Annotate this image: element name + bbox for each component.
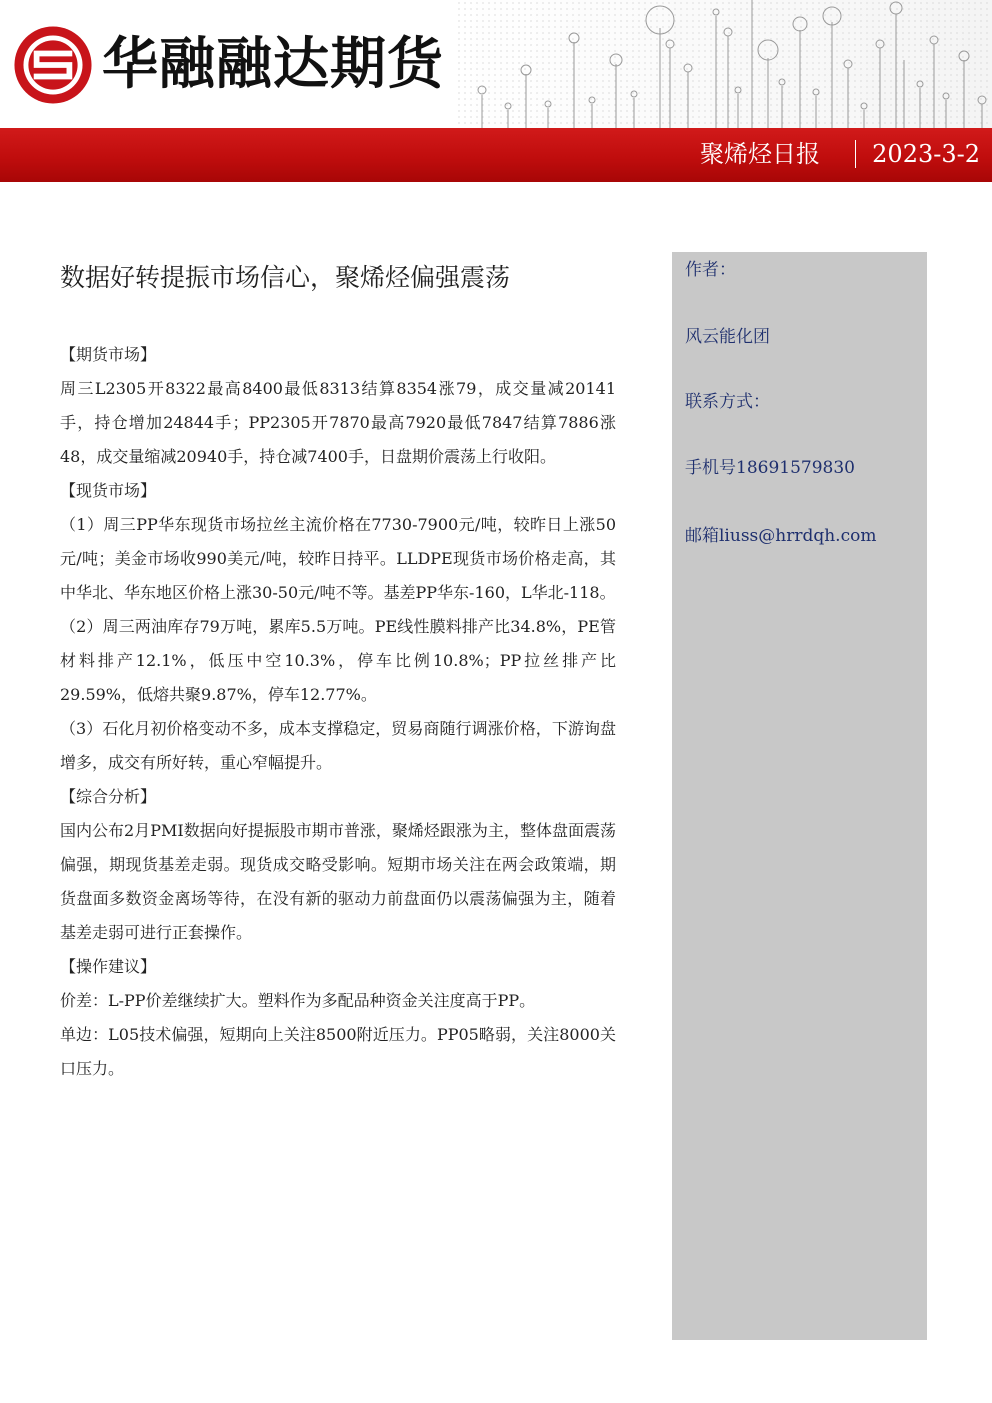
hrrd-logo-icon bbox=[12, 24, 94, 106]
author-sidebar bbox=[672, 252, 927, 1340]
company-name: 华融融达期货 bbox=[102, 32, 444, 97]
futures-paragraph: 周三L2305开8322最高8400最低8313结算8354涨79，成交量减20141手，持仓增加24844手；PP2305开7870最高7920最低7847结算7886涨48，成交量缩减20940手，持仓减7400手，日盘期价震荡上行收阳。 bbox=[60, 379, 616, 466]
header-decoration bbox=[456, 0, 992, 128]
contact-email[interactable]: 邮箱liuss@hrrdqh.com bbox=[685, 526, 877, 546]
section-heading-advice: 【操作建议】 bbox=[60, 957, 157, 976]
analysis-paragraph: 国内公布2月PMI数据向好提振股市期市普涨，聚烯烃跟涨为主，整体盘面震荡偏强，期现货基差走弱。现货成交略受影响。短期市场关注在两会政策端，期货盘面多数资金离场等待，在没有新的驱动力前盘面仍以震荡偏强为主，随着基差走弱可进行正套操作。 bbox=[60, 821, 616, 942]
advice-single-side-paragraph: 单边：L05技术偏强，短期向上关注8500附近压力。PP05略弱，关注8000关口压力。 bbox=[60, 1025, 616, 1078]
advice-spread-paragraph: 价差：L-PP价差继续扩大。塑料作为多配品种资金关注度高于PP。 bbox=[60, 991, 536, 1010]
section-heading-futures: 【期货市场】 bbox=[60, 345, 157, 364]
contact-phone: 手机号18691579830 bbox=[685, 458, 855, 478]
spot-paragraph-2: （2）周三两油库存79万吨，累库5.5万吨。PE线性膜料排产比34.8%，PE管材料排产12.1%，低压中空10.3%，停车比例10.8%；PP拉丝排产比29.59%，低熔共聚9.87%，停车12.77%。 bbox=[60, 617, 616, 704]
spot-paragraph-3: （3）石化月初价格变动不多，成本支撑稳定，贸易商随行调涨价格，下游询盘增多，成交有所好转，重心窄幅提升。 bbox=[60, 719, 616, 772]
band-divider bbox=[855, 140, 856, 168]
article-headline: 数据好转提振市场信心，聚烯烃偏强震荡 bbox=[60, 263, 511, 292]
article-body bbox=[60, 338, 616, 1086]
section-heading-analysis: 【综合分析】 bbox=[60, 787, 157, 806]
report-title-band bbox=[0, 128, 992, 182]
spot-paragraph-1: （1）周三PP华东现货市场拉丝主流价格在7730-7900元/吨，较昨日上涨50元/吨；美金市场收990美元/吨，较昨日持平。LLDPE现货市场价格走高，其中华北、华东地区价格上涨30-50元/吨不等。基差PP华东-160，L华北-118。 bbox=[60, 515, 616, 602]
author-name: 风云能化团 bbox=[685, 327, 770, 347]
contact-label: 联系方式： bbox=[685, 392, 770, 412]
section-heading-spot: 【现货市场】 bbox=[60, 481, 157, 500]
author-label: 作者： bbox=[685, 260, 736, 280]
report-type: 聚烯烃日报 bbox=[700, 140, 820, 168]
report-date: 2023-3-2 bbox=[872, 140, 980, 168]
